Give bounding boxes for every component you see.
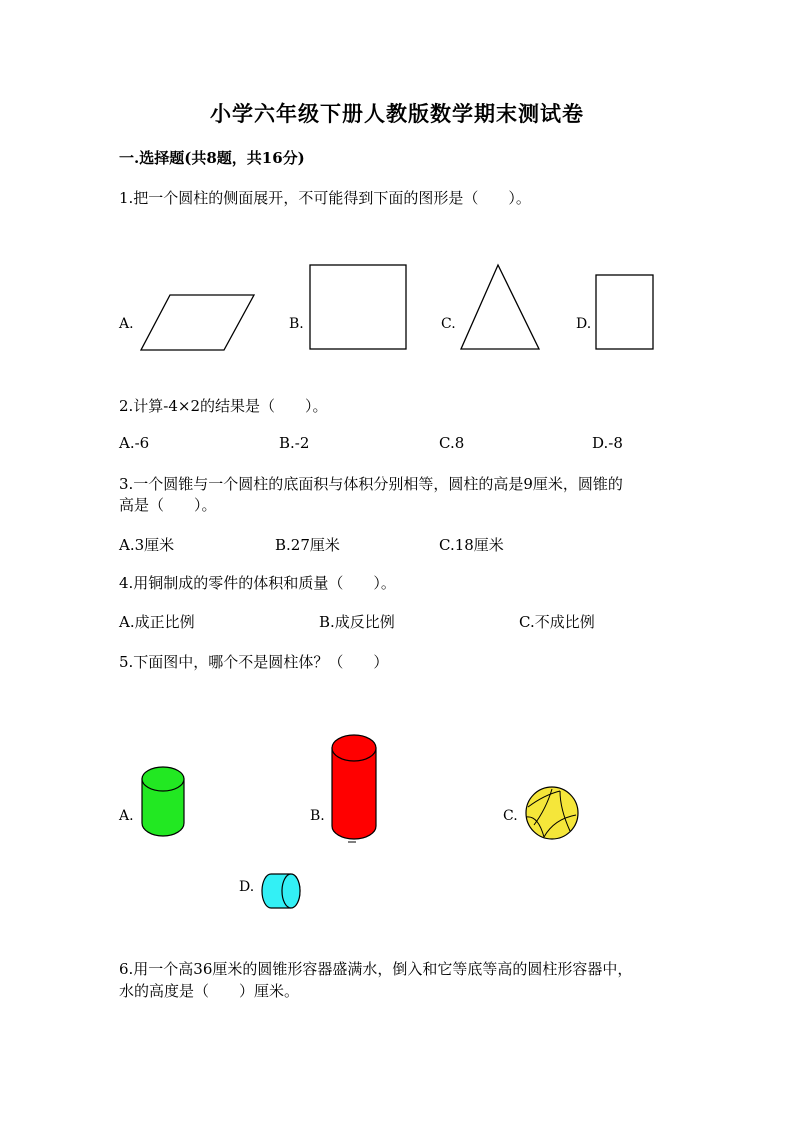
q4-option-b: B.成反比例	[319, 613, 395, 631]
q1-option-b-label: B.	[289, 316, 304, 332]
q5-option-a-label: A.	[119, 808, 134, 824]
red-cylinder-image	[330, 732, 378, 844]
question-2-text: 2.计算-4×2的结果是（ ）。	[119, 397, 328, 415]
parallelogram-shape	[140, 294, 256, 352]
rectangle-shape	[595, 274, 657, 352]
q5-option-c-label: C.	[503, 808, 518, 824]
triangle-shape	[459, 264, 543, 352]
q1-option-a-label: A.	[119, 316, 134, 332]
q5-option-d-label: D.	[239, 879, 255, 895]
question-1-text: 1.把一个圆柱的侧面展开，不可能得到下面的图形是（ ）。	[119, 189, 531, 207]
cyan-cylinder-image	[261, 872, 303, 912]
question-6-text-line1: 6.用一个高36厘米的圆锥形容器盛满水，倒入和它等底等高的圆柱形容器中，	[119, 960, 633, 978]
square-shape	[309, 264, 409, 352]
q4-option-a: A.成正比例	[119, 613, 195, 631]
q2-option-a: A.-6	[119, 434, 150, 452]
q1-option-d-label: D.	[576, 316, 592, 332]
q4-option-c: C.不成比例	[519, 613, 595, 631]
section-heading: 一.选择题(共8题，共16分)	[119, 149, 305, 167]
page-title: 小学六年级下册人教版数学期末测试卷	[210, 101, 584, 126]
q2-option-b: B.-2	[279, 434, 310, 452]
question-3-text-line2: 高是（ ）。	[119, 496, 217, 514]
q3-option-b: B.27厘米	[275, 536, 340, 554]
q1-option-c-label: C.	[441, 316, 456, 332]
q3-option-c: C.18厘米	[439, 536, 504, 554]
question-5-text: 5.下面图中，哪个不是圆柱体？（ ）	[119, 653, 389, 671]
question-6-text-line2: 水的高度是（ ）厘米。	[119, 982, 300, 1000]
yellow-ball-image	[524, 787, 582, 841]
q2-option-c: C.8	[439, 434, 465, 452]
question-3-text-line1: 3.一个圆锥与一个圆柱的底面积与体积分别相等，圆柱的高是9厘米，圆锥的	[119, 475, 623, 493]
q5-option-b-label: B.	[310, 808, 325, 824]
green-cylinder-image	[140, 765, 186, 839]
q2-option-d: D.-8	[592, 434, 623, 452]
question-4-text: 4.用铜制成的零件的体积和质量（ ）。	[119, 574, 396, 592]
q3-option-a: A.3厘米	[119, 536, 175, 554]
